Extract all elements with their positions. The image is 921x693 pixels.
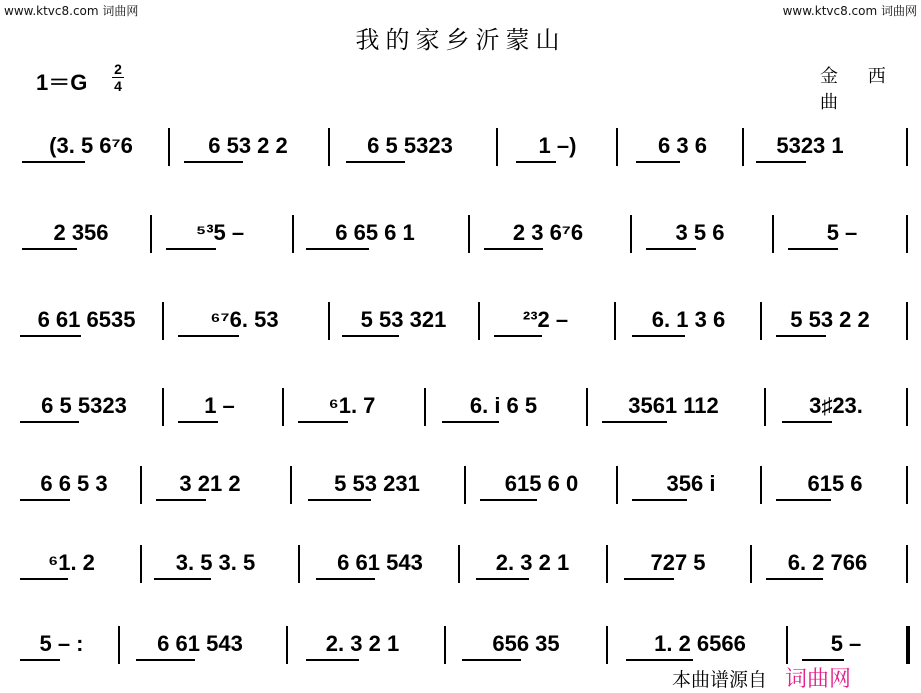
bar-line [906, 302, 908, 340]
measure: 5 53 2 2 [790, 307, 870, 332]
time-signature-top: 2 [114, 61, 122, 77]
bar-line [616, 128, 618, 166]
beam-line [788, 248, 838, 250]
measure: 3 21 2 [179, 471, 241, 496]
bar-line [496, 128, 498, 166]
measure: 6 5 5323 [41, 393, 127, 418]
beam-line [624, 578, 674, 580]
bar-line [614, 302, 616, 340]
measure: 3♯23. [809, 393, 863, 418]
measure: 2. 3 2 1 [495, 550, 570, 575]
measure: 6 65 6 1 [335, 220, 415, 245]
beam-line [306, 659, 359, 661]
beam-line [166, 248, 216, 250]
bar-line [906, 128, 908, 166]
measure: 6. i 6 5 [469, 393, 538, 418]
measure: ⁶1. 7 [328, 393, 376, 418]
beam-line [306, 248, 369, 250]
measure: 615 6 [807, 471, 863, 496]
beam-line [782, 421, 832, 423]
measure: 1 –) [538, 133, 577, 158]
measure: 2 356 [53, 220, 109, 245]
bar-line [424, 388, 426, 426]
bar-line [458, 545, 460, 583]
score-line-1 [0, 128, 921, 178]
bar-line [282, 388, 284, 426]
measure: 2 3 6⁷6 [512, 220, 584, 245]
measure: 5 – [826, 220, 858, 245]
watermark-right: www.ktvc8.com 词曲网 [782, 4, 917, 18]
bar-line [906, 215, 908, 253]
measure: 5 – [830, 631, 862, 656]
beam-line [20, 578, 68, 580]
beam-line [298, 421, 348, 423]
measure: ²³2 – [522, 307, 569, 332]
bar-line [906, 388, 908, 426]
measure: 6 5 5323 [367, 133, 453, 158]
bar-line [786, 626, 788, 664]
beam-line [632, 335, 685, 337]
time-signature-bottom: 4 [114, 78, 122, 94]
beam-line [178, 421, 218, 423]
bar-line [772, 215, 774, 253]
measure: 3 5 6 [675, 220, 725, 245]
bar-line [606, 545, 608, 583]
bar-line [150, 215, 152, 253]
measure: 5 – : [39, 631, 84, 656]
beam-line [476, 578, 529, 580]
beam-line [632, 499, 687, 501]
bar-line [298, 545, 300, 583]
beam-line [22, 161, 85, 163]
score-line-5 [0, 466, 921, 516]
time-signature [112, 62, 124, 93]
measure: 6. 1 3 6 [651, 307, 726, 332]
measure: 2. 3 2 1 [325, 631, 400, 656]
beam-line [20, 499, 70, 501]
score-line-3 [0, 302, 921, 352]
beam-line [20, 659, 60, 661]
bar-line [616, 466, 618, 504]
key-signature: 1＝G [36, 70, 88, 95]
beam-line [22, 248, 77, 250]
measure: 6 3 6 [658, 133, 707, 158]
footer-brand: 词曲网 [785, 667, 852, 692]
bar-line [906, 466, 908, 504]
bar-line [140, 466, 142, 504]
measure: 3561 112 [628, 393, 719, 418]
bar-line [162, 388, 164, 426]
measure: 5323 1 [776, 133, 844, 158]
measure: 5 53 321 [360, 307, 447, 332]
measure: 6 53 2 2 [208, 133, 288, 158]
page-title: 我的家乡沂蒙山 [355, 26, 566, 54]
beam-line [776, 499, 831, 501]
measure: 6 61 6535 [37, 307, 136, 332]
bar-line [162, 302, 164, 340]
measure: 3. 5 3. 5 [175, 550, 256, 575]
bar-line [478, 302, 480, 340]
bar-line [586, 388, 588, 426]
beam-line [480, 499, 537, 501]
beam-line [626, 659, 693, 661]
measure: 6 6 5 3 [40, 471, 108, 496]
beam-line [346, 161, 405, 163]
bar-line [464, 466, 466, 504]
measure: 6 61 543 [337, 550, 423, 575]
measure: 656 35 [492, 631, 560, 656]
beam-line [494, 335, 542, 337]
beam-line [442, 421, 499, 423]
bar-line [444, 626, 446, 664]
beam-line [602, 421, 667, 423]
beam-line [484, 248, 543, 250]
measure: ⁵³5 – [195, 220, 245, 245]
footer-source [672, 662, 851, 693]
bar-line [468, 215, 470, 253]
bar-line [630, 215, 632, 253]
bar-line [906, 545, 908, 583]
beam-line [154, 578, 211, 580]
bar-line [606, 626, 608, 664]
beam-line [316, 578, 375, 580]
measure: ⁶1. 2 [48, 550, 95, 575]
beam-line [20, 335, 81, 337]
beam-line [646, 248, 696, 250]
beam-line [136, 659, 195, 661]
bar-line [760, 302, 762, 340]
beam-line [636, 161, 680, 163]
score-line-2 [0, 215, 921, 265]
bar-line [168, 128, 170, 166]
measure: 6. 2 766 [787, 550, 868, 575]
measure: (3. 5 6⁷6 [49, 133, 133, 158]
score-line-6 [0, 545, 921, 595]
beam-line [776, 335, 826, 337]
bar-line [290, 466, 292, 504]
beam-line [802, 659, 844, 661]
beam-line [178, 335, 239, 337]
beam-line [342, 335, 399, 337]
beam-line [462, 659, 521, 661]
bar-line [906, 626, 910, 664]
measure: 356 i [666, 471, 716, 496]
bar-line [140, 545, 142, 583]
bar-line [286, 626, 288, 664]
measure: 5 53 231 [334, 471, 420, 496]
beam-line [308, 499, 371, 501]
bar-line [742, 128, 744, 166]
measure: 1 – [204, 393, 235, 418]
bar-line [750, 545, 752, 583]
measure: ⁶⁷6. 53 [210, 307, 279, 332]
footer-text: 本曲谱源自 [672, 669, 768, 691]
measure: 6 61 543 [157, 631, 243, 656]
bar-line [764, 388, 766, 426]
measure: 727 5 [650, 550, 706, 575]
bar-line [292, 215, 294, 253]
bar-line [118, 626, 120, 664]
beam-line [184, 161, 243, 163]
beam-line [756, 161, 806, 163]
bar-line [328, 128, 330, 166]
bar-line [328, 302, 330, 340]
beam-line [20, 421, 79, 423]
bar-line [760, 466, 762, 504]
beam-line [766, 578, 823, 580]
beam-line [516, 161, 556, 163]
watermark-left: www.ktvc8.com 词曲网 [4, 4, 139, 18]
beam-line [156, 499, 206, 501]
composer-credit: 金 西曲 [820, 66, 898, 113]
measure: 1. 2 6566 [654, 631, 746, 656]
measure: 615 6 0 [504, 471, 579, 496]
score-line-4 [0, 388, 921, 438]
